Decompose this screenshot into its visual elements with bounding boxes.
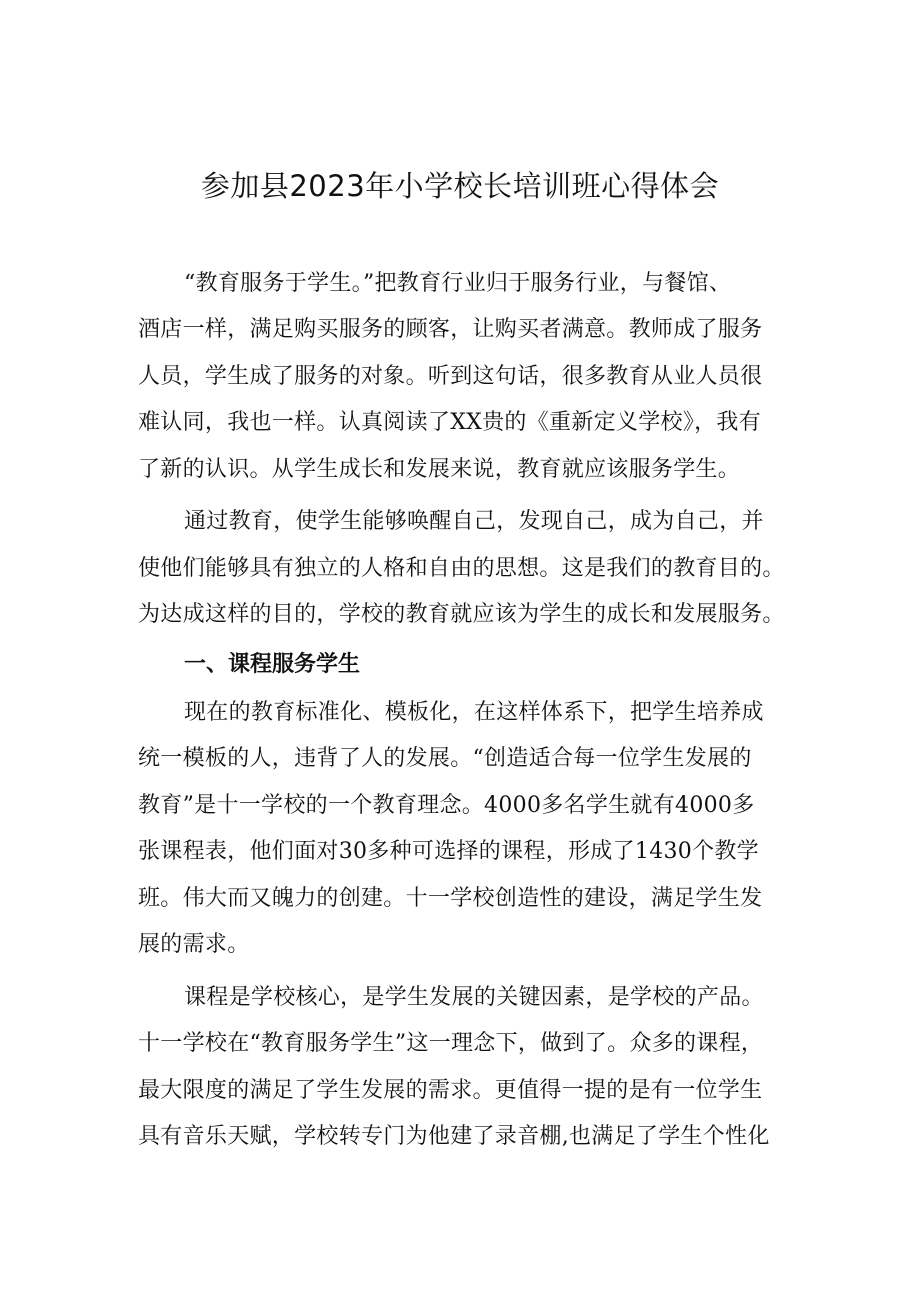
paragraph-line: 教育”是十一学校的一个教育理念。4000多名学生就有4000多 [138,793,755,818]
section-heading: 一、课程服务学生 [184,652,361,677]
paragraph-line: 使他们能够具有独立的人格和自由的思想。这是我们的教育目的。 [138,556,785,581]
paragraph-line: 统一模板的人，违背了人的发展。“创造适合每一位学生发展的 [138,746,752,771]
paragraph-line: 人员，学生成了服务的对象。听到这句话，很多教育从业人员很 [138,364,763,389]
paragraph-line: 展的需求。 [138,932,250,957]
paragraph-line: 班。伟大而又魄力的创建。十一学校创造性的建设，满足学生发 [138,886,763,911]
document-title: 参加县2023年小学校长培训班心得体会 [200,169,720,203]
paragraph-line: 了新的认识。从学生成长和发展来说，教育就应该服务学生。 [138,457,741,482]
paragraph-line: 具有音乐天赋，学校转专门为他建了录音棚,也满足了学生个性化 [138,1124,770,1149]
paragraph-line: 十一学校在“教育服务学生”这一理念下，做到了。众多的课程， [138,1031,764,1056]
paragraph-line: 最大限度的满足了学生发展的需求。更值得一提的是有一位学生 [138,1078,763,1103]
paragraph-line: “教育服务于学生。”把教育行业归于服务行业，与餐馆、 [184,271,732,296]
paragraph-line: 为达成这样的目的，学校的教育就应该为学生的成长和发展服务。 [138,602,785,627]
paragraph-line: 现在的教育标准化、模板化，在这样体系下，把学生培养成 [184,700,764,725]
paragraph-line: 难认同，我也一样。认真阅读了XX贵的《重新定义学校》，我有 [138,410,762,435]
paragraph-line: 通过教育，使学生能够唤醒自己，发现自己，成为自己，并 [184,509,764,534]
paragraph-line: 酒店一样，满足购买服务的顾客，让购买者满意。教师成了服务 [138,317,763,342]
paragraph-line: 张课程表，他们面对30多种可选择的课程，形成了1430个教学 [138,839,759,864]
paragraph-line: 课程是学校核心，是学生发展的关键因素，是学校的产品。 [184,985,764,1010]
